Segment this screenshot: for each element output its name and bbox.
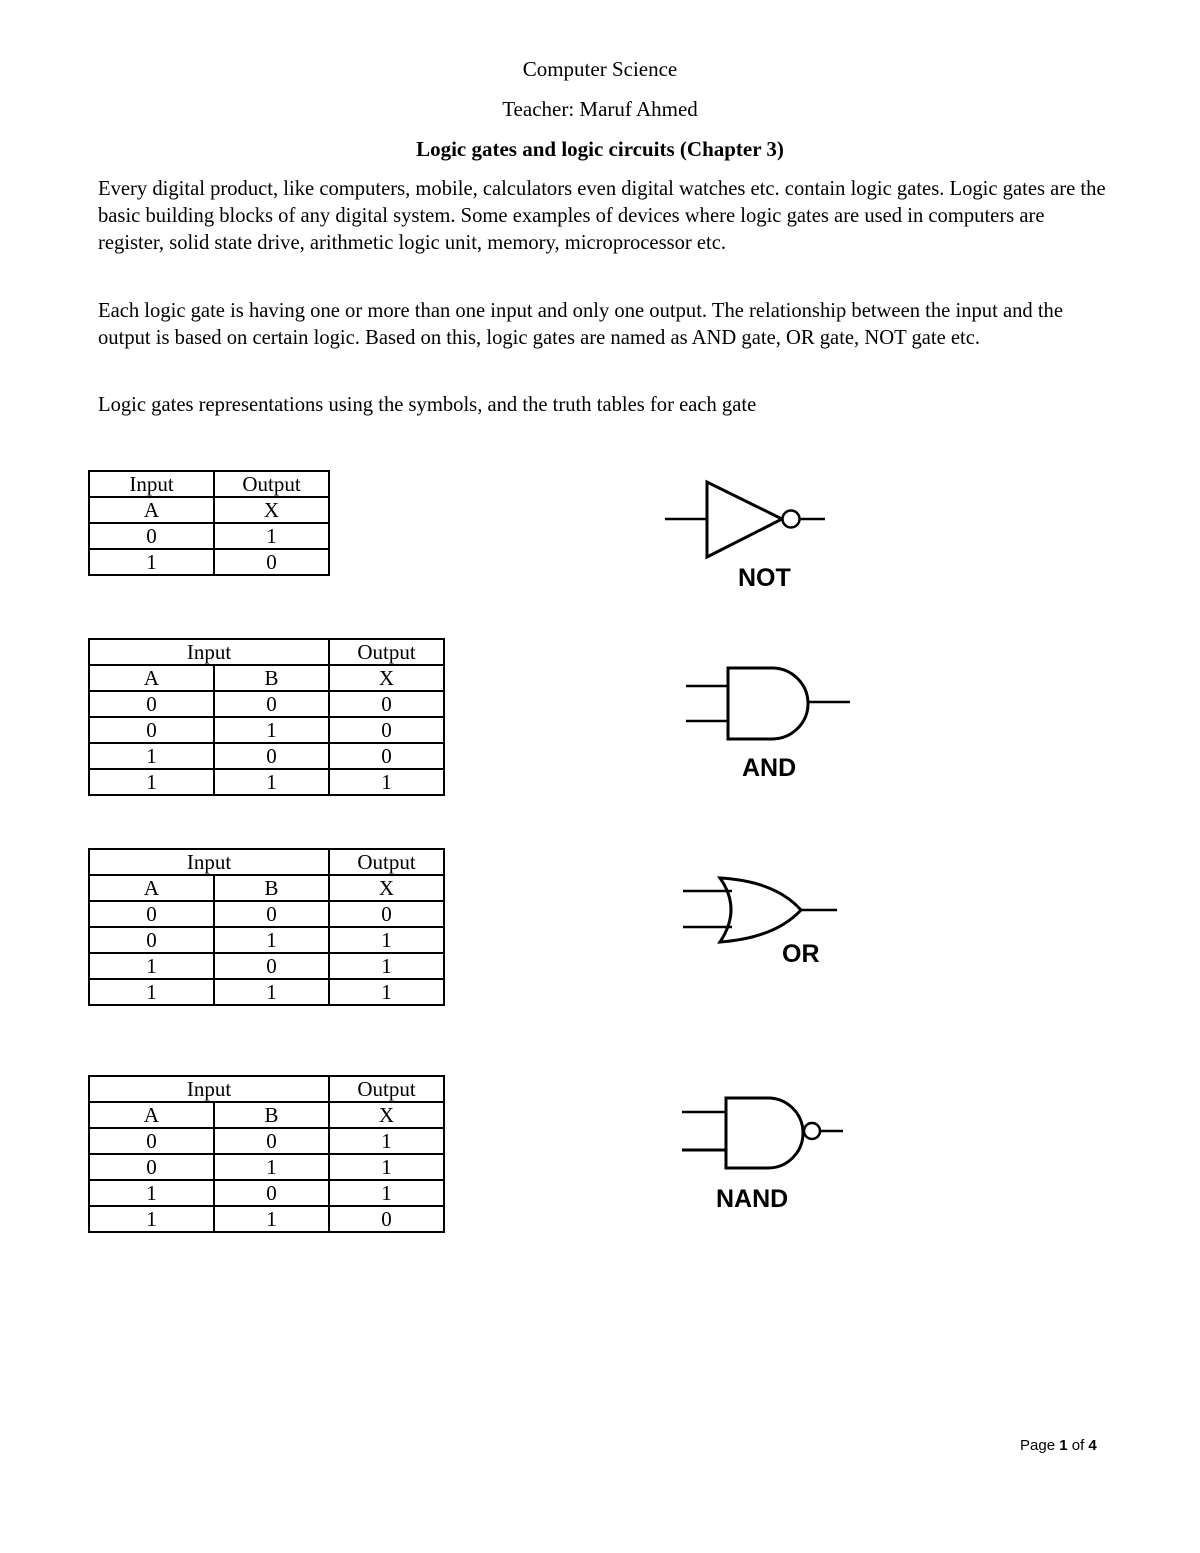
table-cell: 1 bbox=[214, 717, 329, 743]
column-b: B bbox=[214, 875, 329, 901]
column-a: A bbox=[89, 665, 214, 691]
table-header-row bbox=[89, 471, 329, 497]
table-cell: 0 bbox=[89, 691, 214, 717]
header-output: Output bbox=[329, 1076, 444, 1102]
column-a: A bbox=[89, 1102, 214, 1128]
column-b: B bbox=[214, 1102, 329, 1128]
table-cell: 0 bbox=[329, 691, 444, 717]
page-number bbox=[1020, 1437, 1097, 1454]
column-a: A bbox=[89, 497, 214, 523]
table-column-row bbox=[89, 497, 329, 523]
table-row bbox=[89, 979, 444, 1005]
table-row bbox=[89, 523, 329, 549]
table-cell: 1 bbox=[89, 769, 214, 795]
table-cell: 0 bbox=[214, 743, 329, 769]
table-cell: 0 bbox=[214, 549, 329, 575]
table-cell: 1 bbox=[329, 927, 444, 953]
table-cell: 0 bbox=[89, 927, 214, 953]
or-gate-icon bbox=[675, 872, 855, 952]
page-word: Page bbox=[1020, 1437, 1056, 1454]
table-cell: 0 bbox=[329, 901, 444, 927]
and-gate-label: AND bbox=[742, 754, 797, 782]
table-row bbox=[89, 901, 444, 927]
table-column-row bbox=[89, 875, 444, 901]
table-cell: 0 bbox=[89, 901, 214, 927]
table-cell: 1 bbox=[214, 927, 329, 953]
table-row bbox=[89, 769, 444, 795]
header-output: Output bbox=[214, 471, 329, 497]
table-cell: 1 bbox=[329, 979, 444, 1005]
nand-gate-icon bbox=[676, 1090, 856, 1175]
table-cell: 1 bbox=[329, 1180, 444, 1206]
column-x: X bbox=[214, 497, 329, 523]
gates-paragraph: Each logic gate is having one or more than one input and only one output. The relationship between the input and the output is based on certain logic. Based on this, logic gates are named as AND gate, OR gate, NOT gate etc. bbox=[98, 300, 1063, 349]
table-column-row bbox=[89, 1102, 444, 1128]
page-of-word: of bbox=[1071, 1437, 1085, 1454]
table-cell: 1 bbox=[89, 549, 214, 575]
table-cell: 0 bbox=[214, 1128, 329, 1154]
table-row bbox=[89, 1180, 444, 1206]
not-gate-label: NOT bbox=[738, 564, 791, 592]
column-x: X bbox=[329, 665, 444, 691]
table-cell: 0 bbox=[214, 953, 329, 979]
table-cell: 0 bbox=[89, 1154, 214, 1180]
table-cell: 1 bbox=[214, 1154, 329, 1180]
intro-paragraph: Every digital product, like computers, mobile, calculators even digital watches etc. contain logic gates. Logic gates are the basic building blocks of any digital system. Some examples of devices where logic gates are used in computers are register, solid state drive, arithmetic logic unit, memory, microprocessor etc. bbox=[98, 178, 1106, 254]
table-row bbox=[89, 549, 329, 575]
table-row bbox=[89, 1154, 444, 1180]
column-x: X bbox=[329, 875, 444, 901]
table-cell: 0 bbox=[89, 1128, 214, 1154]
column-x: X bbox=[329, 1102, 444, 1128]
table-cell: 1 bbox=[89, 953, 214, 979]
and-truth-table bbox=[88, 638, 445, 796]
table-column-row bbox=[89, 665, 444, 691]
table-cell: 1 bbox=[89, 743, 214, 769]
table-cell: 0 bbox=[214, 1180, 329, 1206]
not-gate-icon bbox=[660, 475, 840, 565]
chapter-heading: Logic gates and logic circuits (Chapter 3) bbox=[416, 137, 784, 161]
table-cell: 1 bbox=[329, 769, 444, 795]
page-total: 4 bbox=[1088, 1437, 1097, 1454]
table-cell: 1 bbox=[329, 1128, 444, 1154]
table-cell: 1 bbox=[89, 1206, 214, 1232]
table-cell: 1 bbox=[89, 1180, 214, 1206]
table-cell: 1 bbox=[329, 953, 444, 979]
table-cell: 1 bbox=[214, 523, 329, 549]
header-input: Input bbox=[89, 849, 329, 875]
table-cell: 1 bbox=[214, 979, 329, 1005]
table-cell: 0 bbox=[89, 523, 214, 549]
header-input: Input bbox=[89, 639, 329, 665]
header-input: Input bbox=[89, 1076, 329, 1102]
table-header-row bbox=[89, 639, 444, 665]
header-output: Output bbox=[329, 639, 444, 665]
not-truth-table bbox=[88, 470, 330, 576]
table-cell: 1 bbox=[214, 769, 329, 795]
table-row bbox=[89, 743, 444, 769]
column-a: A bbox=[89, 875, 214, 901]
nand-gate-label: NAND bbox=[716, 1185, 789, 1213]
or-truth-table bbox=[88, 848, 445, 1006]
table-cell: 0 bbox=[214, 691, 329, 717]
table-cell: 1 bbox=[89, 979, 214, 1005]
header-output: Output bbox=[329, 849, 444, 875]
page-current: 1 bbox=[1059, 1437, 1068, 1454]
table-cell: 1 bbox=[329, 1154, 444, 1180]
table-row bbox=[89, 717, 444, 743]
teacher-name: Teacher: Maruf Ahmed bbox=[502, 97, 698, 121]
table-header-row bbox=[89, 849, 444, 875]
table-row bbox=[89, 927, 444, 953]
table-cell: 0 bbox=[89, 717, 214, 743]
header-input: Input bbox=[89, 471, 214, 497]
table-row bbox=[89, 953, 444, 979]
table-row bbox=[89, 691, 444, 717]
table-cell: 0 bbox=[214, 901, 329, 927]
subject-title: Computer Science bbox=[522, 57, 678, 81]
nand-truth-table bbox=[88, 1075, 445, 1233]
table-cell: 0 bbox=[329, 743, 444, 769]
and-gate-icon bbox=[680, 660, 860, 745]
or-gate-label: OR bbox=[782, 940, 820, 968]
column-b: B bbox=[214, 665, 329, 691]
table-header-row bbox=[89, 1076, 444, 1102]
table-cell: 1 bbox=[214, 1206, 329, 1232]
representation-paragraph: Logic gates representations using the symbols, and the truth tables for each gate bbox=[98, 394, 757, 416]
table-row bbox=[89, 1128, 444, 1154]
table-cell: 0 bbox=[329, 1206, 444, 1232]
table-cell: 0 bbox=[329, 717, 444, 743]
table-row bbox=[89, 1206, 444, 1232]
